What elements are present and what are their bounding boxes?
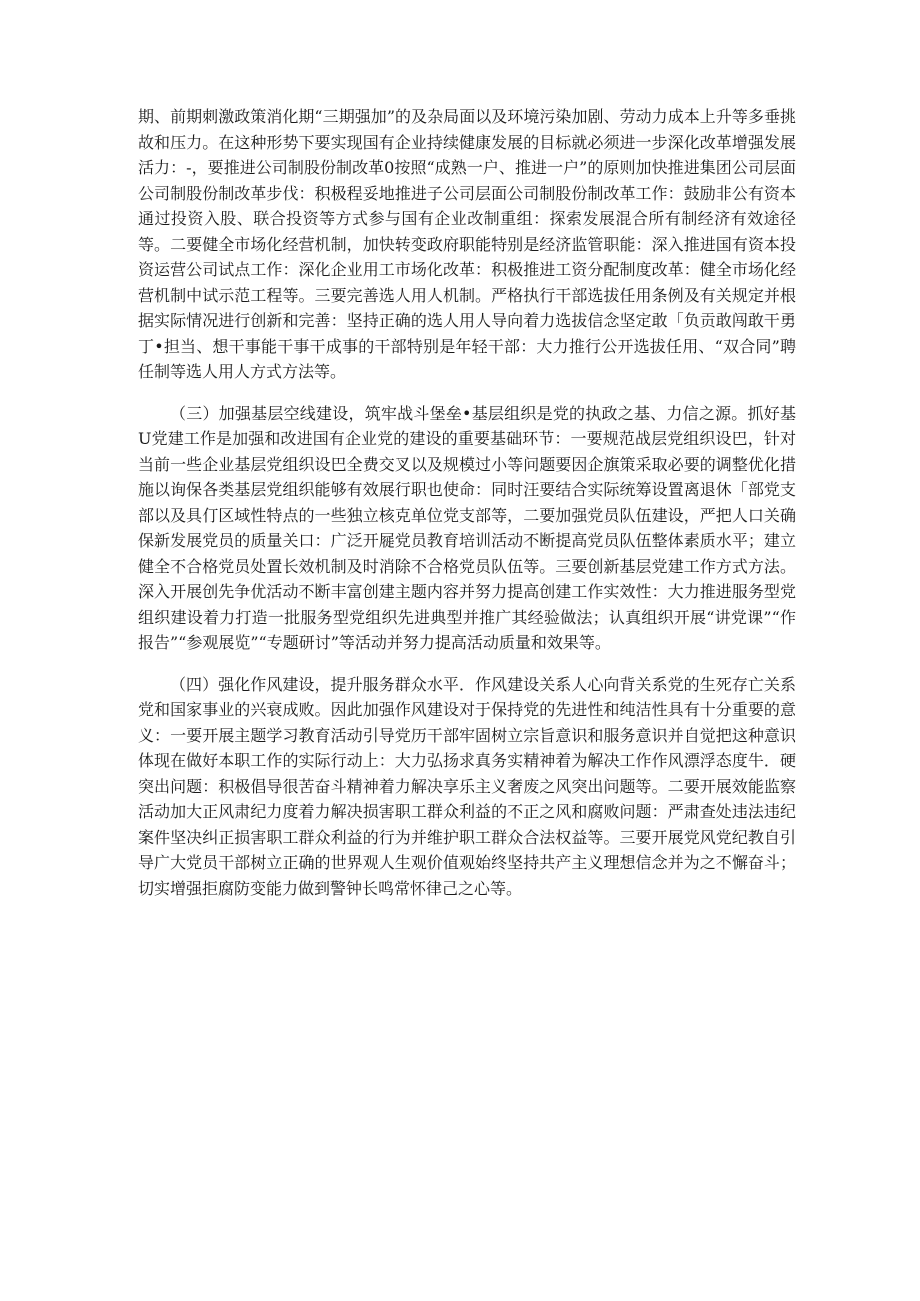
paragraph-work-style: （四）强化作风建设，提升服务群众水平．作风建设关系人心向背关系党的生死存亡关系党和国家事业的兴衰成败。因此加强作风建设对于保持党的先进性和纯洁性具有十分重要的意义：一要开展主题学习教育活动引导党历干部牢固树立宗旨意识和服务意识并自觉把这种意识体现在做好本职工作的实际行动上：大力弘扬求真务实精神着为解决工作作风漂浮态度牛．硬突出问题：积极倡导很苦奋斗精神着力解决享乐主义奢废之风突出问题等。二要开展效能监察活动加大正风肃纪力度着力解决损害职工群众利益的不正之风和腐败问题：严肃查处违法违纪案件坚决纠正损害职工群众利益的行为并维护职工群众合法权益等。三要开展党风党纪教自引导广大党员干部树立正确的世界观人生观价值观始终坚持共产主义理想信念并为之不懈奋斗；切实增强拒腐防变能力做到警钟长鸣常怀律己之心等。 <box>138 674 796 898</box>
document-page <box>138 104 796 901</box>
paragraph-reform-continuation: 期、前期刺激政策消化期“三期强加”的及杂局面以及环境污染加剧、劳动力成本上升等多垂挑故和压力。在这种形势下要实现国有企业持续健康发展的目标就必须进一步深化改革增强发展活力：-，要推进公司制股份制改革0按照“成熟一户、推进一户”的原则加快推进集团公司层面公司制股份制改革步伐：积极程妥地推进子公司层面公司制股份制改革工作：鼓励非公有资本通过投资入股、联合投资等方式参与国有企业改制重组：探索发展混合所有制经济有效途径等。二要健全市场化经营机制，加快转变政府职能特别是经济监管职能：深入推进国有资本投资运营公司试点工作：深化企业用工市场化改革：积极推进工资分配制度改革：健全市场化经营机制中试示范工程等。三要完善选人用人机制。严格执行干部选拔任用条例及有关规定并根据实际情况进行创新和完善：坚持正确的选人用人导向着力选拔信念坚定敢「负贡敢闯敢干勇丁•担当、想干事能干事干成事的干部特别是年轻干部：大力推行公开选拔任用、“双合同”聘任制等选人用人方式方法等。 <box>138 107 796 381</box>
paragraph-grassroots-organization: （三）加强基层空线建设，筑牢战斗堡垒•基层组织是党的执政之基、力信之源。抓好基U党建工作是加强和改进国有企业党的建设的重要基础环节：一要规范战层党组织设巴，针对当前一些企业基层党组织设巴全费交叉以及规模过小等问题要因企旗策采取必要的调整优化措施以询保各类基层党组织能够有效展行职也使命：同时汪要结合实际统筹设置离退休「部党支部以及具仃区域性特点的一些独立核克单位党支部等，二要加强党员队伍建设，严把人口关确保新发展党员的质量关口：广泛开屣党员教育培训活动不断提高党员队伍整体素质水平；建立健全不合格党员处置长效机制及时消除不合格党员队伍等。三要创新基层党建工作方式方法。深入开展创先争优活动不断丰富创建主题内容并努力提高创建工作实效性：大力推进服务型党组织建设着力打造一批服务型党组织先进典型并推广其经验做法；认真组织开展“讲党课”“作报告”“参观展览”“专题研讨”等活动并努力提高活动质量和效果等。 <box>138 403 796 652</box>
